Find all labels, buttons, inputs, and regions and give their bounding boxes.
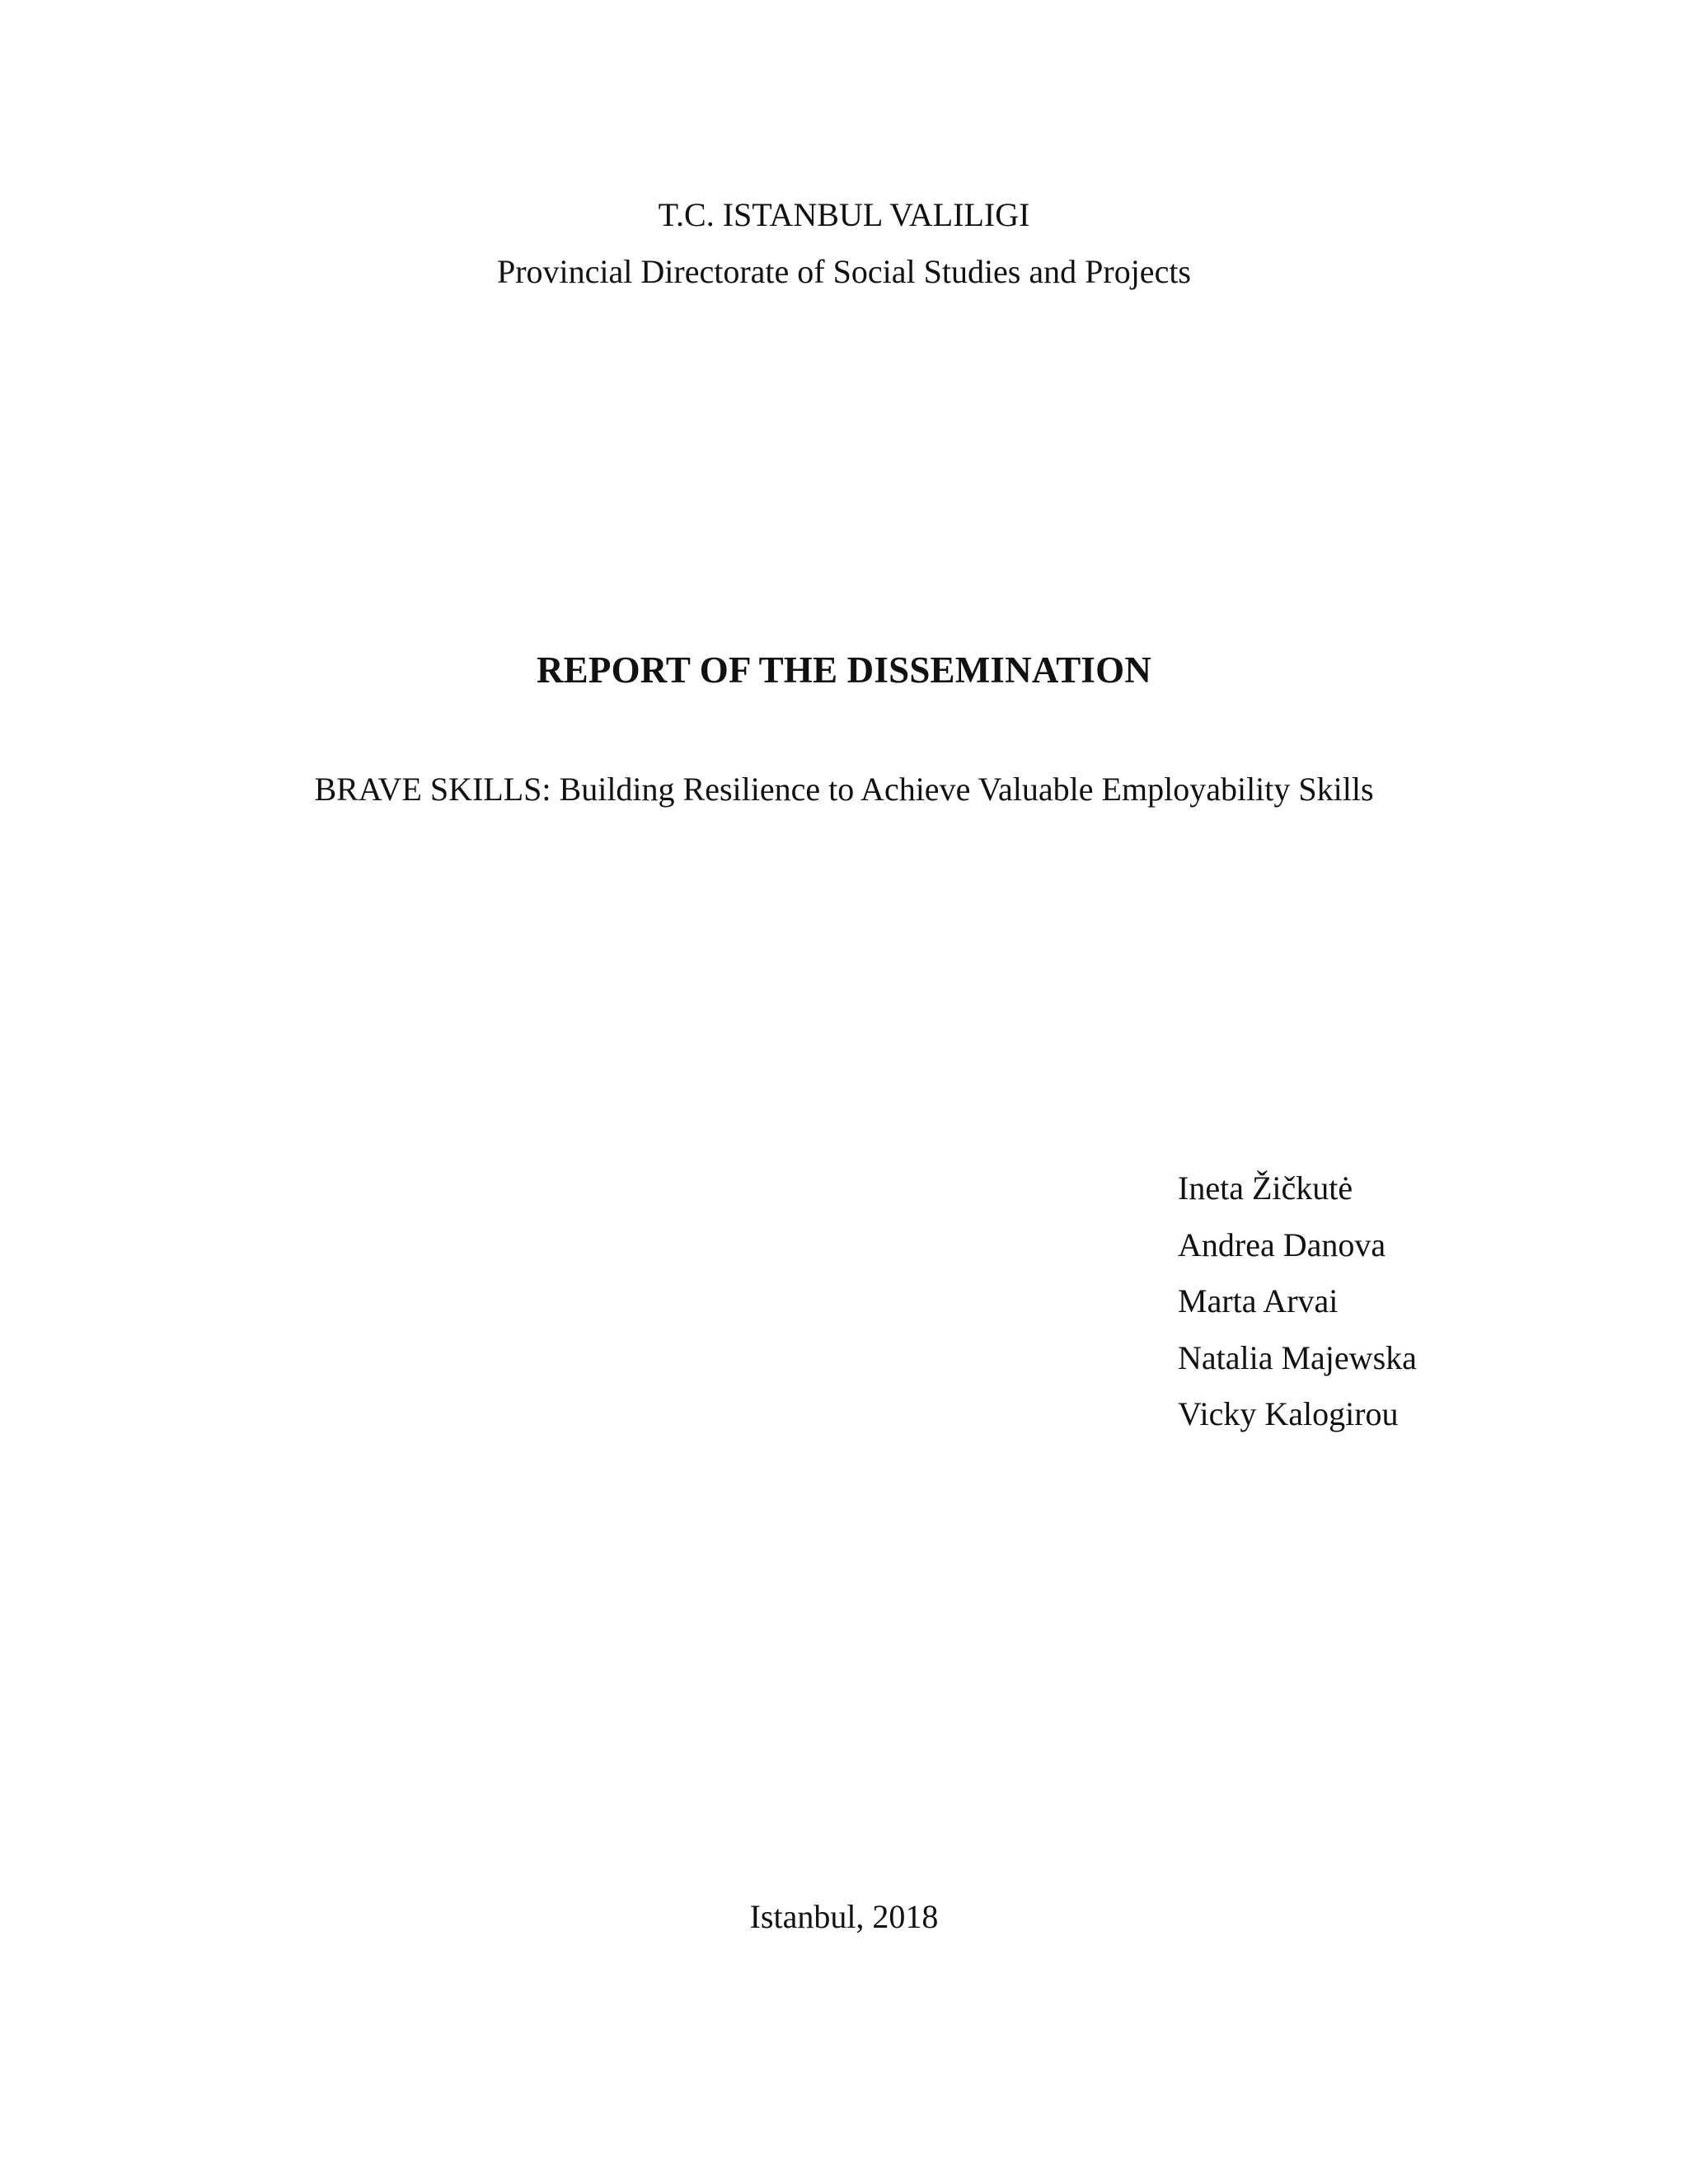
author-name: Marta Arvai xyxy=(1178,1282,1339,1319)
author-list xyxy=(1178,1160,1417,1443)
author-name: Vicky Kalogirou xyxy=(1178,1395,1399,1432)
author-name: Ineta Žičkutė xyxy=(1178,1169,1353,1207)
report-title: REPORT OF THE DISSEMINATION xyxy=(536,649,1152,691)
project-title: BRAVE SKILLS: Building Resilience to Achieve Valuable Employability Skills xyxy=(314,771,1374,808)
author-name: Natalia Majewska xyxy=(1178,1338,1417,1376)
institution-name: T.C. ISTANBUL VALILIGI xyxy=(658,196,1030,233)
author-name: Andrea Danova xyxy=(1178,1226,1386,1263)
place-date: Istanbul, 2018 xyxy=(749,1898,939,1935)
directorate-name: Provincial Directorate of Social Studies and Projects xyxy=(496,253,1191,290)
